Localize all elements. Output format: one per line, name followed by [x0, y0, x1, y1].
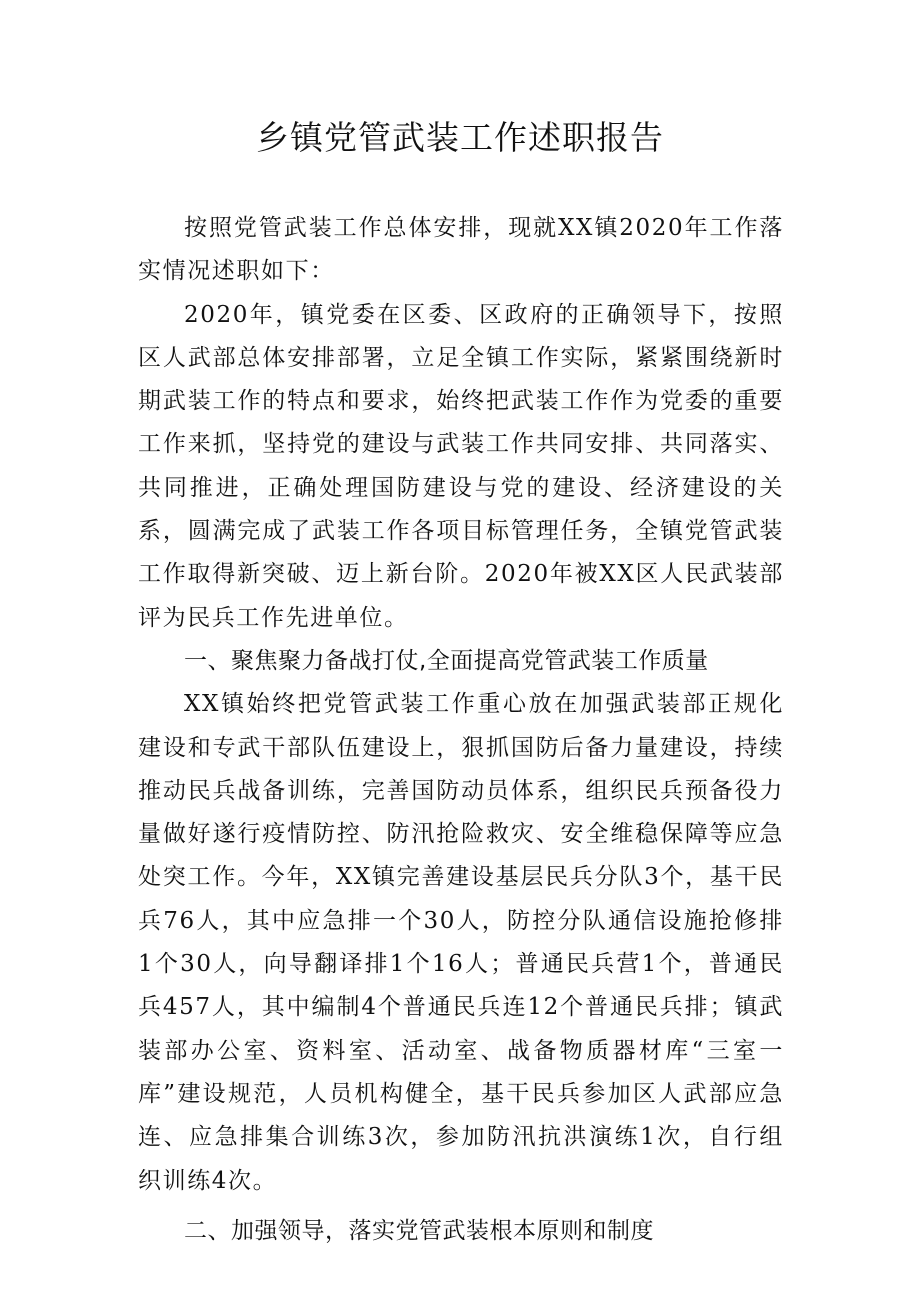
summary-paragraph: 2020年，镇党委在区委、区政府的正确领导下，按照区人武部总体安排部署，立足全镇工作实际，紧紧围绕新时期武装工作的特点和要求，始终把武装工作作为党委的重要工作来抓，坚持党的建设与武装工作共同安排、共同落实、共同推进，正确处理国防建设与党的建设、经济建设的关系，圆满完成了武装工作各项目标管理任务，全镇党管武装工作取得新突破、迈上新台阶。2020年被XX区人民武装部评为民兵工作先进单位。 — [138, 301, 784, 631]
document-body — [138, 207, 784, 1253]
document-title: 乡镇党管武装工作述职报告 — [256, 118, 664, 157]
section-2-heading: 二、加强领导，落实党管武装根本原则和制度 — [184, 1217, 654, 1244]
section-1-heading: 一、聚焦聚力备战打仗,全面提高党管武装工作质量 — [184, 647, 709, 674]
intro-paragraph: 按照党管武装工作总体安排，现就XX镇2020年工作落实情况述职如下： — [138, 215, 784, 285]
section-1-paragraph: XX镇始终把党管武装工作重心放在加强武装部正规化建设和专武干部队伍建设上，狠抓国防后备力量建设，持续推动民兵战备训练，完善国防动员体系，组织民兵预备役力量做好遂行疫情防控、防汛抢险救灾、安全维稳保障等应急处突工作。今年，XX镇完善建设基层民兵分队3个，基干民兵76人，其中应急排一个30人，防控分队通信设施抢修排1个30人，向导翻译排1个16人；普通民兵营1个，普通民兵457人，其中编制4个普通民兵连12个普通民兵排；镇武装部办公室、资料室、活动室、战备物质器材库“三室一库”建设规范，人员机构健全，基干民兵参加区人武部应急连、应急排集合训练3次，参加防汛抗洪演练1次，自行组织训练4次。 — [138, 691, 784, 1194]
